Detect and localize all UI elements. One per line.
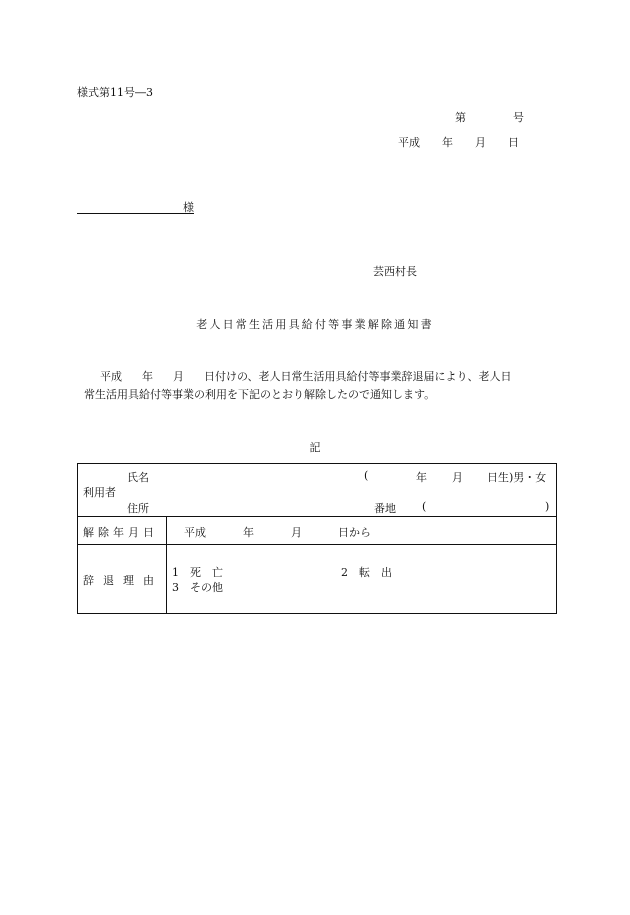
reason-label-cell xyxy=(78,545,167,614)
ki-heading: 記 xyxy=(309,441,321,454)
issue-era: 平成 xyxy=(398,136,420,149)
name-label: 氏名 xyxy=(127,471,149,484)
body-text xyxy=(84,368,560,404)
issue-day: 日 xyxy=(508,136,519,149)
body-line-1-rest: 日付けの、老人日常生活用具給付等事業辞退届により、老人日 xyxy=(204,370,512,383)
addressee-line xyxy=(77,199,194,214)
issue-year: 年 xyxy=(442,136,453,149)
reason-cell xyxy=(167,545,557,614)
form-number: 様式第11号―3 xyxy=(77,86,153,99)
addressee-suffix: 様 xyxy=(183,201,194,214)
reason-other: 3 その他 xyxy=(172,581,223,594)
cancel-era: 平成 xyxy=(184,526,206,539)
info-table xyxy=(77,463,557,614)
cancel-date-row xyxy=(78,517,557,545)
user-label: 利用者 xyxy=(83,486,116,499)
birth-day-gender: 日生)男・女 xyxy=(487,471,547,484)
body-month: 月 xyxy=(173,370,184,383)
reason-label: 辞退理由 xyxy=(83,574,163,587)
body-line-2: 常生活用具給付等事業の利用を下記のとおり解除したので通知します。 xyxy=(84,388,436,401)
issue-date xyxy=(398,134,519,150)
birth-open: ( xyxy=(364,469,369,482)
cancel-year: 年 xyxy=(243,526,254,539)
reason-row xyxy=(78,545,557,614)
body-line-1 xyxy=(84,368,560,386)
birth-year: 年 xyxy=(416,471,427,484)
reason-death: 1 死 亡 xyxy=(172,566,223,579)
user-cell xyxy=(78,464,557,517)
user-row xyxy=(78,464,557,517)
cancel-from: 日から xyxy=(338,526,371,539)
document-title: 老人日常生活用具給付等事業解除通知書 xyxy=(196,318,434,331)
cancel-date-label-cell xyxy=(78,517,167,545)
reason-moveout: 2 転 出 xyxy=(341,566,392,579)
address-label: 住所 xyxy=(127,502,149,515)
cancel-date-label: 解除年月日 xyxy=(83,526,158,539)
sender: 芸西村長 xyxy=(373,265,417,278)
birth-month: 月 xyxy=(452,471,463,484)
tel-close: ) xyxy=(545,500,550,513)
body-era: 平成 xyxy=(100,370,122,383)
cancel-month: 月 xyxy=(291,526,302,539)
banchi-label: 番地 xyxy=(374,502,396,515)
issue-month: 月 xyxy=(475,136,486,149)
body-year: 年 xyxy=(142,370,153,383)
go-label: 号 xyxy=(513,111,524,124)
dai-label: 第 xyxy=(455,111,466,124)
document-number xyxy=(455,109,524,125)
tel-open: ( xyxy=(422,500,427,513)
cancel-date-cell xyxy=(167,517,557,545)
